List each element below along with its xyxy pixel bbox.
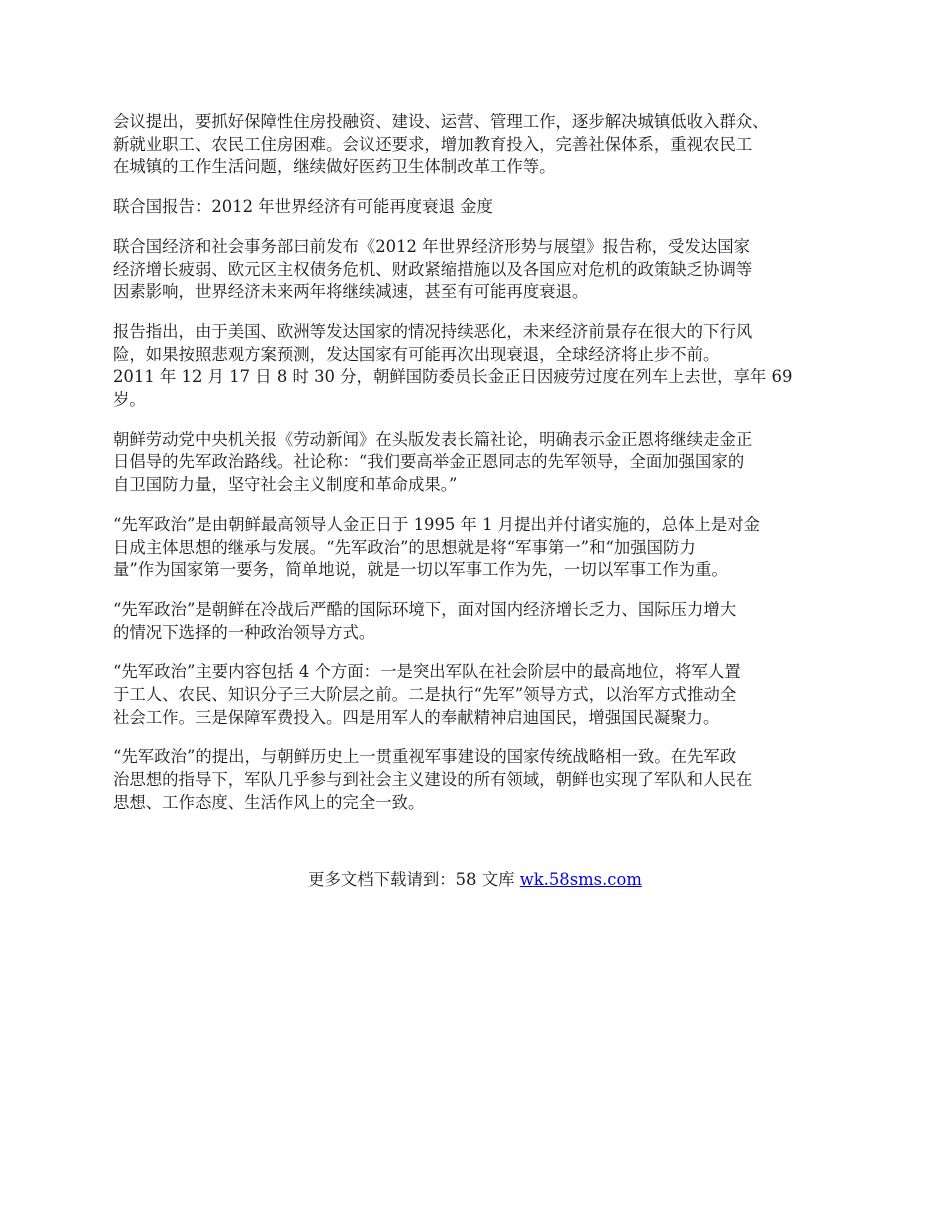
footer-link[interactable]: wk.58sms.com — [519, 870, 642, 889]
text-line: 在城镇的工作生活问题，继续做好医药卫生体制改革工作等。 — [113, 157, 556, 177]
text-line: 社会工作。三是保障军费投入。四是用军人的奉献精神启迪国民，增强国民凝聚力。 — [113, 707, 720, 727]
text-line: 险，如果按照悲观方案预测，发达国家有可能再次出现衰退，全球经济将止步不前。 — [113, 344, 720, 364]
text-line: 因素影响，世界经济未来两年将继续减速，甚至有可能再度衰退。 — [113, 282, 589, 302]
text-line: “先军政治”是由朝鲜最高领导人金正日于 1995 年 1 月提出并付诸实施的，总体上是对金 — [113, 514, 761, 534]
text-line: 思想、工作态度、生活作风上的完全一致。 — [113, 792, 425, 812]
document-body — [113, 111, 841, 832]
footer-text: 更多文档下载请到：58 文库 — [308, 870, 520, 889]
text-line: 2011 年 12 月 17 日 8 时 30 分，朝鲜国防委员长金正日因疲劳过度在列车上去世，享年 69 — [113, 367, 793, 387]
text-line: 日成主体思想的继承与发展。“先军政治”的思想就是将“军事第一”和“加强国防力 — [113, 537, 696, 557]
text-line: 治思想的指导下，军队几乎参与到社会主义建设的所有领域，朝鲜也实现了军队和人民在 — [113, 770, 753, 790]
download-footer — [0, 869, 950, 891]
paragraph-songun-origin — [113, 514, 841, 582]
paragraph-songun-content — [113, 661, 841, 729]
paragraph-housing-meeting — [113, 111, 841, 179]
text-line: 联合国经济和社会事务部曰前发布《2012 年世界经济形势与展望》报告称，受发达国家 — [113, 236, 750, 256]
text-line: “先军政治”的提出，与朝鲜历史上一贯重视军事建设的国家传统战略相一致。在先军政 — [113, 747, 737, 767]
paragraph-un-report-intro — [113, 236, 841, 304]
paragraph-rodong-editorial — [113, 429, 841, 497]
text-line: “先军政治”是朝鲜在冷战后严酷的国际环境下，面对国内经济增长乏力、国际压力增大 — [113, 599, 737, 619]
paragraph-songun-context — [113, 599, 841, 644]
text-line: 自卫国防力量，坚守社会主义制度和革命成果。” — [113, 475, 458, 495]
text-line: 新就业职工、农民工住房困难。会议还要求，增加教育投入，完善社保体系，重视农民工 — [113, 134, 753, 154]
paragraph-un-report-heading — [113, 196, 841, 219]
text-line: 日倡导的先军政治路线。社论称：“我们要高举金正恩同志的先军领导，全面加强国家的 — [113, 452, 745, 472]
text-line: 经济增长疲弱、欧元区主权债务危机、财政紧缩措施以及各国应对危机的政策缺乏协调等 — [113, 259, 753, 279]
text-line: 朝鲜劳动党中央机关报《劳动新闻》在头版发表长篇社论，明确表示金正恩将继续走金正 — [113, 429, 753, 449]
text-line: 联合国报告：2012 年世界经济有可能再度衰退 金度 — [113, 197, 493, 217]
text-line: 的情况下选择的一种政治领导方式。 — [113, 622, 376, 642]
text-line: 会议提出，要抓好保障性住房投融资、建设、运营、管理工作，逐步解决城镇低收入群众、 — [113, 112, 769, 131]
text-line: 岁。 — [113, 390, 146, 410]
text-line: 量”作为国家第一要务，简单地说，就是一切以军事工作为先，一切以军事工作为重。 — [113, 560, 728, 580]
text-line: 于工人、农民、知识分子三大阶层之前。二是执行“先军”领导方式，以治军方式推动全 — [113, 685, 737, 705]
paragraph-songun-tradition — [113, 746, 841, 814]
text-line: 报告指出，由于美国、欧洲等发达国家的情况持续恶化，未来经济前景存在很大的下行风 — [113, 321, 753, 341]
text-line: “先军政治”主要内容包括 4 个方面：一是突出军队在社会阶层中的最高地位，将军人置 — [113, 662, 741, 682]
paragraph-report-findings — [113, 321, 841, 412]
